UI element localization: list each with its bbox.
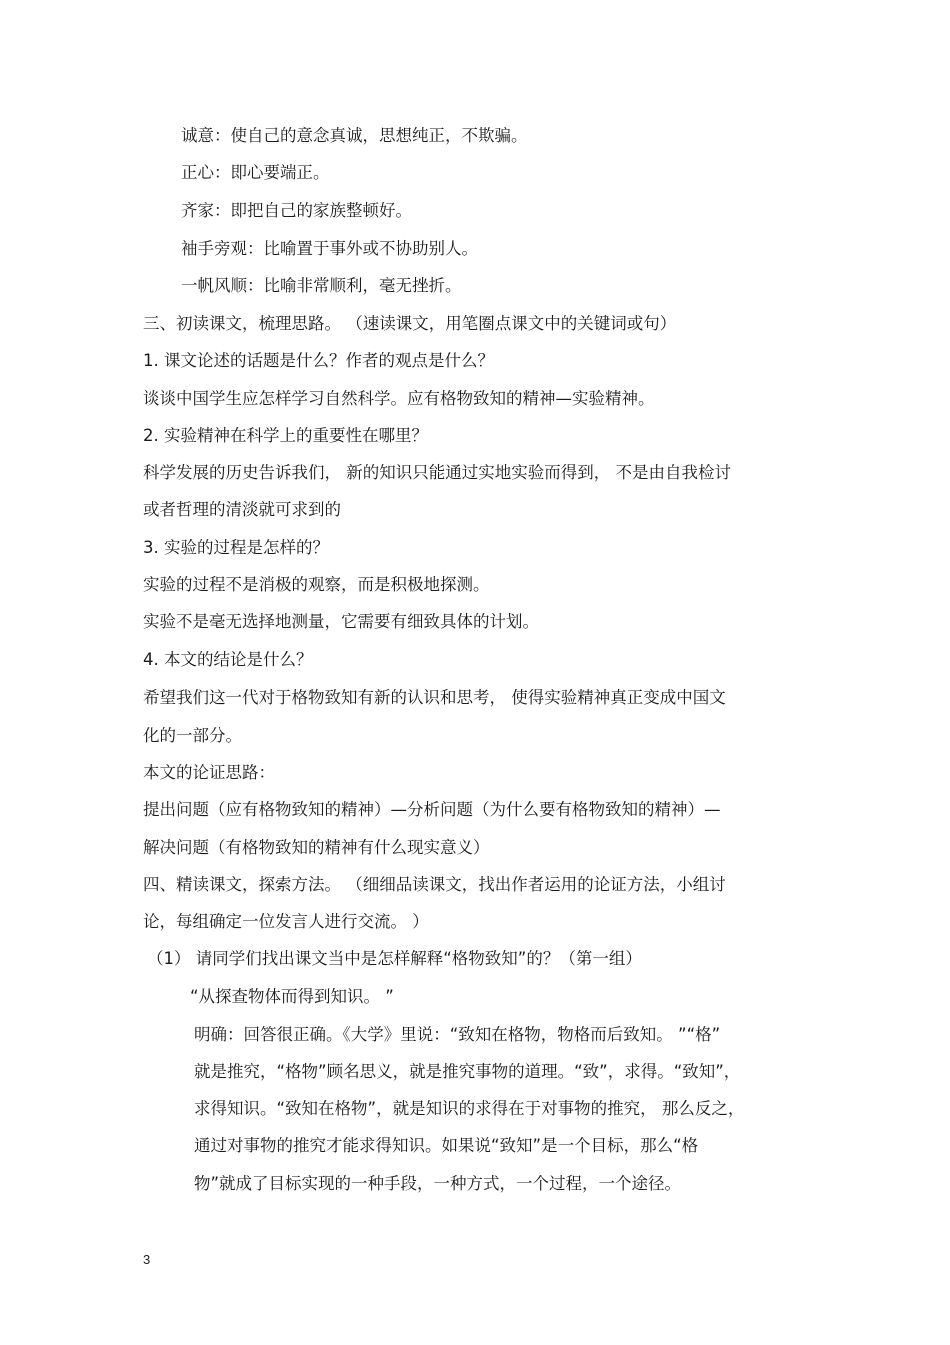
question-4: 4. 本文的结论是什么？ [143, 650, 313, 669]
answer-2-line-2: 或者哲理的清淡就可求到的 [143, 500, 341, 519]
explanation-line-3: 求得知识。“致知在格物”，就是知识的求得在于对事物的推究， 那么反之， [194, 1099, 745, 1118]
section3-heading: 三、初读课文，梳理思路。 （速读课文，用笔圈点课文中的关键词或句） [143, 314, 677, 333]
question-2: 2. 实验精神在科学上的重要性在哪里？ [143, 426, 428, 445]
answer-4-line-1: 希望我们这一代对于格物致知有新的认识和思考， 使得实验精神真正变成中国文 [143, 688, 726, 707]
page-number: 3 [143, 1252, 151, 1267]
section4-heading-line-2: 论，每组确定一位发言人进行交流。 ） [143, 912, 429, 931]
argument-thread-line-1: 提出问题（应有格物致知的精神）—分析问题（为什么要有格物致知的精神）— [143, 800, 721, 819]
argument-thread-label: 本文的论证思路： [143, 763, 275, 782]
explanation-line-1: 明确：回答很正确。《大学》里说：“致知在格物，物格而后致知。 ”“格” [194, 1025, 721, 1044]
section4-heading-line-1: 四、精读课文，探索方法。 （细细品读课文，找出作者运用的论证方法，小组讨 [143, 875, 726, 894]
explanation-line-4: 通过对事物的推究才能求得知识。如果说“致知”是一个目标，那么“格 [194, 1136, 699, 1155]
vocab-xiushou: 袖手旁观：比喻置于事外或不协助别人。 [181, 239, 478, 258]
explanation-line-2: 就是推究，“格物”顾名思义，就是推究事物的道理。“致”，求得。“致知”， [194, 1062, 741, 1081]
vocab-zhengxin: 正心：即心要端正。 [181, 163, 330, 182]
answer-3-line-2: 实验不是毫无选择地测量，它需要有细致具体的计划。 [143, 612, 539, 631]
answer-3-line-1: 实验的过程不是消极的观察，而是积极地探测。 [143, 575, 490, 594]
question-1: 1. 课文论述的话题是什么？作者的观点是什么？ [143, 351, 494, 370]
section4-item-1: （1） 请同学们找出课文当中是怎样解释“格物致知”的？（第一组） [147, 949, 642, 968]
answer-1: 谈谈中国学生应怎样学习自然科学。应有格物致知的精神—实验精神。 [143, 389, 655, 408]
explanation-line-5: 物”就成了目标实现的一种手段，一种方式，一个过程，一个途径。 [194, 1174, 682, 1193]
vocab-yifan: 一帆风顺：比喻非常顺利，毫无挫折。 [181, 276, 462, 295]
answer-2-line-1: 科学发展的历史告诉我们， 新的知识只能通过实地实验而得到， 不是由自我检讨 [143, 463, 731, 482]
item-1-answer: “从探查物体而得到知识。 ” [190, 987, 394, 1006]
answer-4-line-2: 化的一部分。 [143, 726, 242, 745]
vocab-chengyi: 诚意：使自己的意念真诚，思想纯正，不欺骗。 [181, 126, 528, 145]
vocab-qijia: 齐家：即把自己的家族整顿好。 [181, 201, 412, 220]
question-3: 3. 实验的过程是怎样的？ [143, 538, 329, 557]
argument-thread-line-2: 解决问题（有格物致知的精神有什么现实意义） [143, 838, 490, 857]
